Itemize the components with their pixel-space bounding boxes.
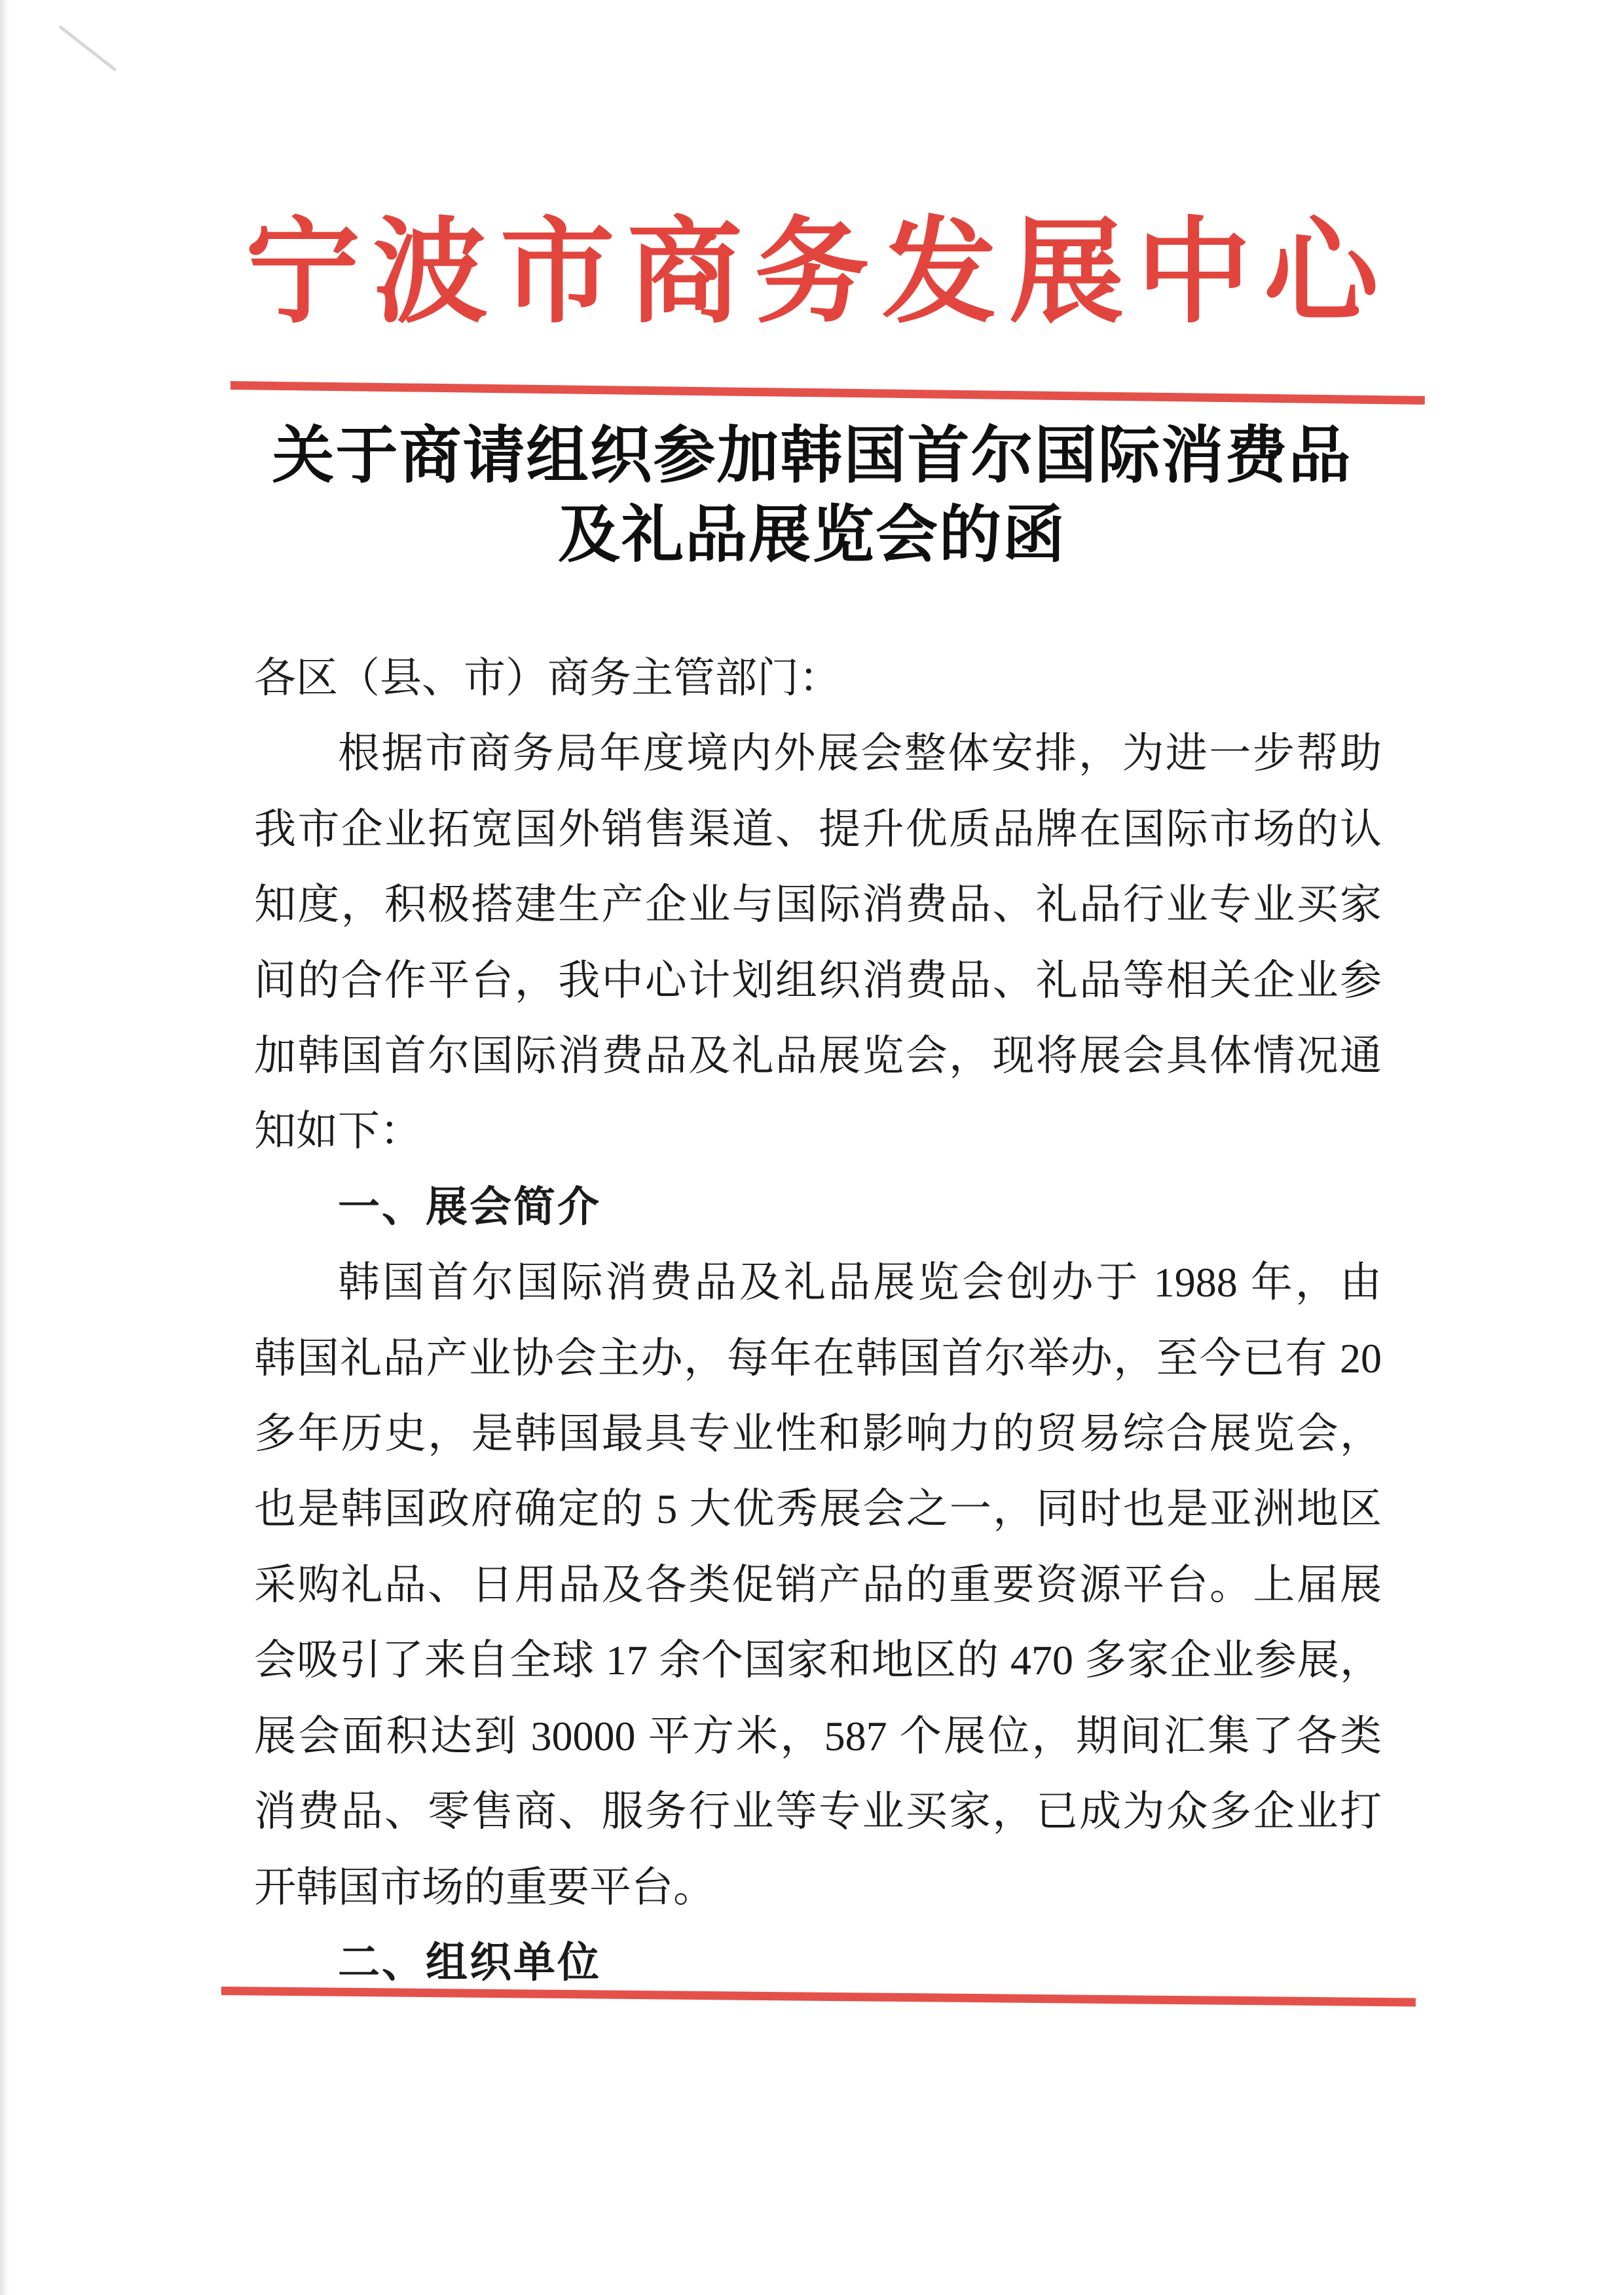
scan-edge-shadow — [0, 0, 9, 2295]
body-line: 开韩国市场的重要平台。 — [254, 1864, 715, 1911]
body-line: 展会面积达到 30000 平方米，587 个展位，期间汇集了各类 — [254, 1712, 1382, 1759]
body-line: 也是韩国政府确定的 5 大优秀展会之一，同时也是亚洲地区 — [254, 1486, 1382, 1533]
section-heading-1: 一、展会简介 — [338, 1183, 601, 1230]
body-line: 知度，积极搭建生产企业与国际消费品、礼品行业专业买家 — [254, 881, 1382, 928]
body-line: 间的合作平台，我中心计划组织消费品、礼品等相关企业参 — [254, 957, 1382, 1004]
paragraph-1 — [254, 716, 1382, 1169]
letterhead-red-rule — [231, 381, 1425, 405]
letterhead-org-name: 宁波市商务发展中心 — [246, 210, 1378, 337]
scan-artifact-streak — [58, 25, 117, 72]
body-line: 消费品、零售商、服务行业等专业买家，已成为众多企业打 — [254, 1788, 1382, 1835]
paragraph-2 — [254, 1245, 1382, 1925]
body-line: 多年历史，是韩国最具专业性和影响力的贸易综合展览会， — [254, 1410, 1382, 1458]
body-line: 我市企业拓宽国外销售渠道、提升优质品牌在国际市场的认 — [254, 805, 1382, 853]
body-line: 加韩国首尔国际消费品及礼品展览会，现将展会具体情况通 — [254, 1033, 1382, 1080]
body-line: 根据市商务局年度境内外展会整体安排，为进一步帮助 — [338, 730, 1382, 777]
body-line: 采购礼品、日用品及各类促销产品的重要资源平台。上届展 — [254, 1561, 1382, 1608]
section-heading-2: 二、组织单位 — [338, 1938, 601, 1986]
salutation: 各区（县、市）商务主管部门： — [254, 655, 841, 701]
document-title — [0, 416, 1624, 575]
document-title-line-1: 关于商请组织参加韩国首尔国际消费品 — [272, 421, 1352, 490]
body-line: 会吸引了来自全球 17 余个国家和地区的 470 多家企业参展， — [254, 1637, 1382, 1684]
body-line: 知如下： — [254, 1108, 422, 1155]
letter-body — [254, 640, 1382, 2000]
body-line: 韩国首尔国际消费品及礼品展览会创办于 1988 年，由 — [338, 1259, 1382, 1306]
body-line: 韩国礼品产业协会主办，每年在韩国首尔举办，至今已有 20 — [254, 1334, 1382, 1382]
document-title-line-2: 及礼品展览会的函 — [557, 500, 1066, 570]
